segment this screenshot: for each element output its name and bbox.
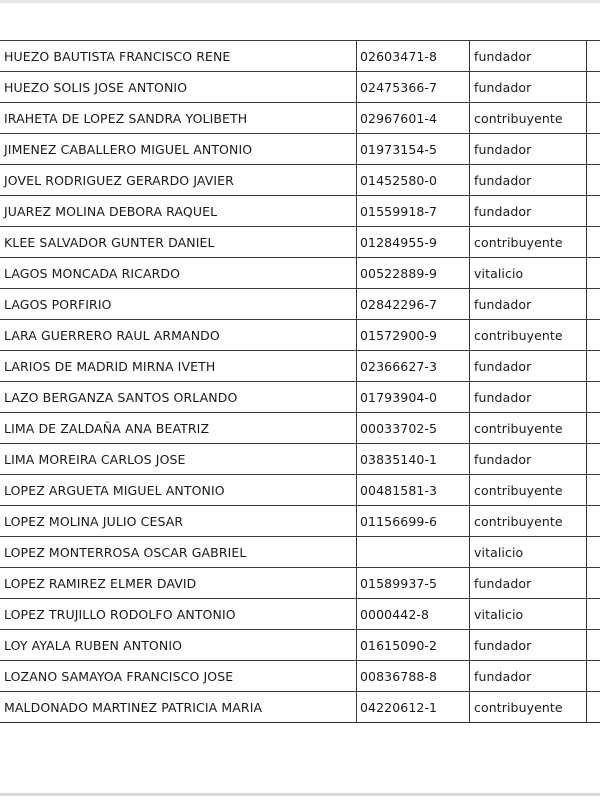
member-name: LOPEZ TRUJILLO RODOLFO ANTONIO [0,599,357,630]
member-name: HUEZO SOLIS JOSE ANTONIO [0,72,357,103]
member-name: LARA GUERRERO RAUL ARMANDO [0,320,357,351]
member-category: fundador [470,568,587,599]
member-category: fundador [470,41,587,72]
member-category: contribuyente [470,320,587,351]
member-category: vitalicio [470,599,587,630]
table-row [0,289,600,320]
member-id: 00522889-9 [357,258,470,289]
table-row [0,692,600,723]
member-extra-cell [587,568,600,599]
member-name: LOZANO SAMAYOA FRANCISCO JOSE [0,661,357,692]
table-row [0,320,600,351]
member-extra-cell [587,630,600,661]
table-row [0,258,600,289]
member-category: fundador [470,630,587,661]
table-row [0,196,600,227]
member-extra-cell [587,196,600,227]
member-name: LOPEZ RAMIREZ ELMER DAVID [0,568,357,599]
member-extra-cell [587,475,600,506]
member-name: MALDONADO MARTINEZ PATRICIA MARIA [0,692,357,723]
member-category: contribuyente [470,506,587,537]
member-id: 01793904-0 [357,382,470,413]
member-id: 01156699-6 [357,506,470,537]
member-category: fundador [470,382,587,413]
member-category: contribuyente [470,692,587,723]
member-name: LAGOS PORFIRIO [0,289,357,320]
member-category: vitalicio [470,537,587,568]
member-category: fundador [470,165,587,196]
scan-top-edge [0,0,600,3]
member-extra-cell [587,692,600,723]
member-id: 03835140-1 [357,444,470,475]
table-row [0,506,600,537]
table-row [0,72,600,103]
member-extra-cell [587,165,600,196]
member-extra-cell [587,134,600,165]
member-id: 02842296-7 [357,289,470,320]
member-table-body [0,41,600,723]
member-category: fundador [470,72,587,103]
member-category: fundador [470,444,587,475]
member-id: 02603471-8 [357,41,470,72]
member-name: LOPEZ MONTERROSA OSCAR GABRIEL [0,537,357,568]
member-extra-cell [587,444,600,475]
member-id: 0000442-8 [357,599,470,630]
member-category: contribuyente [470,413,587,444]
member-extra-cell [587,258,600,289]
member-id: 00836788-8 [357,661,470,692]
table-row [0,382,600,413]
member-id: 02475366-7 [357,72,470,103]
member-name: JIMENEZ CABALLERO MIGUEL ANTONIO [0,134,357,165]
member-extra-cell [587,320,600,351]
member-extra-cell [587,599,600,630]
member-id: 01452580-0 [357,165,470,196]
member-extra-cell [587,506,600,537]
member-id: 01284955-9 [357,227,470,258]
member-extra-cell [587,537,600,568]
member-extra-cell [587,227,600,258]
member-category: fundador [470,196,587,227]
member-id: 02366627-3 [357,351,470,382]
table-row [0,103,600,134]
table-row [0,661,600,692]
member-extra-cell [587,72,600,103]
member-name: LIMA DE ZALDAÑA ANA BEATRIZ [0,413,357,444]
table-row [0,568,600,599]
member-extra-cell [587,289,600,320]
member-category: contribuyente [470,475,587,506]
member-id: 02967601-4 [357,103,470,134]
member-extra-cell [587,382,600,413]
member-extra-cell [587,413,600,444]
table-row [0,351,600,382]
table-row [0,227,600,258]
member-name: LAZO BERGANZA SANTOS ORLANDO [0,382,357,413]
member-id: 01973154-5 [357,134,470,165]
table-row [0,630,600,661]
member-id: 00481581-3 [357,475,470,506]
member-name: LOY AYALA RUBEN ANTONIO [0,630,357,661]
member-category: contribuyente [470,227,587,258]
member-extra-cell [587,661,600,692]
member-table [0,40,600,723]
member-category: fundador [470,134,587,165]
scan-bottom-edge [0,793,600,796]
table-row [0,134,600,165]
member-extra-cell [587,351,600,382]
member-category: contribuyente [470,103,587,134]
member-name: LIMA MOREIRA CARLOS JOSE [0,444,357,475]
member-id: 04220612-1 [357,692,470,723]
member-name: LAGOS MONCADA RICARDO [0,258,357,289]
member-name: JUAREZ MOLINA DEBORA RAQUEL [0,196,357,227]
member-id: 00033702-5 [357,413,470,444]
member-name: IRAHETA DE LOPEZ SANDRA YOLIBETH [0,103,357,134]
table-row [0,444,600,475]
member-extra-cell [587,103,600,134]
member-id: 01589937-5 [357,568,470,599]
member-id: 01615090-2 [357,630,470,661]
member-name: LOPEZ ARGUETA MIGUEL ANTONIO [0,475,357,506]
member-id [357,537,470,568]
member-name: JOVEL RODRIGUEZ GERARDO JAVIER [0,165,357,196]
table-row [0,41,600,72]
table-row [0,475,600,506]
member-name: LOPEZ MOLINA JULIO CESAR [0,506,357,537]
table-row [0,537,600,568]
table-row [0,599,600,630]
member-extra-cell [587,41,600,72]
member-category: fundador [470,289,587,320]
member-id: 01572900-9 [357,320,470,351]
member-category: vitalicio [470,258,587,289]
member-name: LARIOS DE MADRID MIRNA IVETH [0,351,357,382]
table-row [0,165,600,196]
table-row [0,413,600,444]
member-id: 01559918-7 [357,196,470,227]
member-category: fundador [470,661,587,692]
member-name: HUEZO BAUTISTA FRANCISCO RENE [0,41,357,72]
member-name: KLEE SALVADOR GUNTER DANIEL [0,227,357,258]
member-category: fundador [470,351,587,382]
